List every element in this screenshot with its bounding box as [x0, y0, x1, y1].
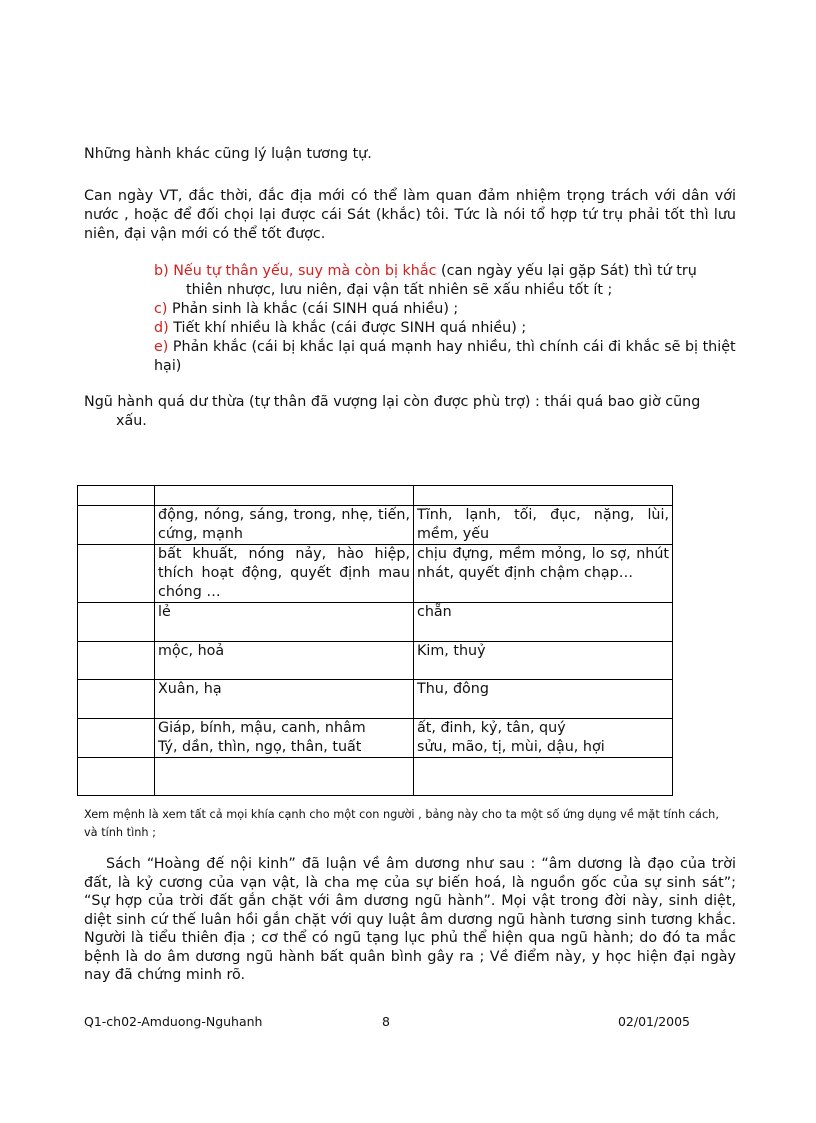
table-row — [78, 719, 673, 758]
footer-date: 02/01/2005 — [617, 1014, 690, 1029]
table-cell-duong — [155, 719, 414, 758]
table-cell-label — [78, 486, 155, 506]
hoang-de-paragraph — [84, 855, 736, 985]
table-cell-label — [78, 545, 155, 603]
list-item-c — [154, 300, 736, 319]
table-cell-am: Thu, đông — [414, 680, 673, 719]
ngu-hanh-line-1: Ngũ hành quá dư thừa (tự thân đã vượng lại còn được phù trợ) : thái quá bao giờ cũng — [84, 394, 701, 410]
table-row — [78, 642, 673, 680]
table-cell-am — [414, 758, 673, 796]
table-cell-label — [78, 758, 155, 796]
table-cell-duong: Xuân, hạ — [155, 680, 414, 719]
table-cell-duong — [155, 486, 414, 506]
table-row — [78, 545, 673, 603]
list-marker-e: e) — [154, 339, 169, 355]
table-cell-label — [78, 506, 155, 545]
table-cell-am: chịu đựng, mềm mỏng, lo sợ, nhút nhát, quyết định chậm chạp… — [414, 545, 673, 603]
list-item-b-text: (can ngày yếu lại gặp Sát) thì tứ trụ — [441, 263, 697, 279]
table-cell-label — [78, 719, 155, 758]
chi-duong-line: Tý, dần, thìn, ngọ, thân, tuất — [158, 739, 362, 755]
table-cell-duong: bất khuất, nóng nảy, hào hiệp, thích hoạt động, quyết định mau chóng … — [155, 545, 414, 603]
table-row — [78, 680, 673, 719]
table-cell-duong: lẻ — [155, 603, 414, 642]
table-cell-am: chẵn — [414, 603, 673, 642]
can-am-line: ất, đinh, kỷ, tân, quý — [417, 720, 566, 736]
table-cell-duong — [155, 758, 414, 796]
list-marker-c: c) — [154, 301, 168, 317]
table-row — [78, 486, 673, 506]
ngu-hanh-line-2: xấu. — [116, 413, 147, 429]
hoang-de-text: Sách “Hoàng đế nội kinh” đã luận về âm dương như sau : “âm dương là đạo của trời đất, là kỷ cương của vạn vật, là cha mẹ của sự biến hoá, là nguồn gốc của sự sinh sát”; “Sự hợp của trời đất gắn chặt với âm dương ngũ hành”. Mọi vật trong đời này, sinh diệt, diệt sinh cứ thế luân hồi gắn chặt với quy luật âm dương ngũ hành tương sinh tương khắc. Người là tiểu thiên địa ; cơ thể có ngũ tạng lục phủ thể hiện qua ngũ hành; do đó ta mắc bệnh là do âm dương ngũ hành bất quân bình gây ra ; Về điểm này, y học hiện đại ngày nay đã chứng minh rõ. — [84, 856, 736, 983]
intro-paragraph: Những hành khác cũng lý luận tương tự. — [84, 146, 372, 162]
table-cell-label — [78, 680, 155, 719]
table-cell-am: Kim, thuỷ — [414, 642, 673, 680]
footer-page-number: 8 — [382, 1014, 390, 1029]
list-marker-d: d) — [154, 320, 169, 336]
table-cell-label — [78, 642, 155, 680]
table-row — [78, 758, 673, 796]
table-cell-label — [78, 603, 155, 642]
chi-am-line: sửu, mão, tị, mùi, dậu, hợi — [417, 739, 605, 755]
list-item-d — [154, 319, 736, 338]
list-item-c-text: Phản sinh là khắc (cái SINH quá nhiều) ; — [172, 301, 459, 317]
table-row — [78, 506, 673, 545]
table-cell-am — [414, 719, 673, 758]
am-duong-table — [77, 485, 673, 796]
table-cell-duong: động, nóng, sáng, trong, nhẹ, tiến, cứng, mạnh — [155, 506, 414, 545]
list-item-e — [154, 338, 736, 376]
table-note: Xem mệnh là xem tất cả mọi khía cạnh cho một con người , bảng này cho ta một số ứng dụng về mặt tính cách, và tính tình ; — [84, 808, 719, 839]
footer-filename: Q1-ch02-Amduong-Nguhanh — [84, 1014, 263, 1029]
list-item-b-continuation: thiên nhược, lưu niên, đại vận tất nhiên sẽ xấu nhiều tốt ít ; — [186, 282, 613, 298]
list-item-d-text: Tiết khí nhiều là khắc (cái được SINH quá nhiều) ; — [173, 320, 527, 336]
table-cell-am — [414, 486, 673, 506]
list-item-b — [154, 262, 736, 300]
can-ngay-paragraph: Can ngày VT, đắc thời, đắc địa mới có thể làm quan đảm nhiệm trọng trách với dân với nước , hoặc để đối chọi lại được cái Sát (khắc) tôi. Tức là nói tổ hợp tứ trụ phải tốt thì lưu niên, đại vận mới có thể tốt được. — [84, 188, 736, 242]
list-item-b-highlight: Nếu tự thân yếu, suy mà còn bị khắc — [173, 263, 437, 279]
table-cell-am: Tĩnh, lạnh, tối, đục, nặng, lùi, mềm, yếu — [414, 506, 673, 545]
table-row — [78, 603, 673, 642]
list-marker-b: b) — [154, 263, 169, 279]
ngu-hanh-paragraph — [84, 393, 736, 431]
can-duong-line: Giáp, bính, mậu, canh, nhâm — [158, 720, 366, 736]
rule-list — [154, 262, 736, 376]
table-cell-duong: mộc, hoả — [155, 642, 414, 680]
list-item-e-text: Phản khắc (cái bị khắc lại quá mạnh hay nhiều, thì chính cái đi khắc sẽ bị thiệt hại) — [154, 339, 736, 374]
